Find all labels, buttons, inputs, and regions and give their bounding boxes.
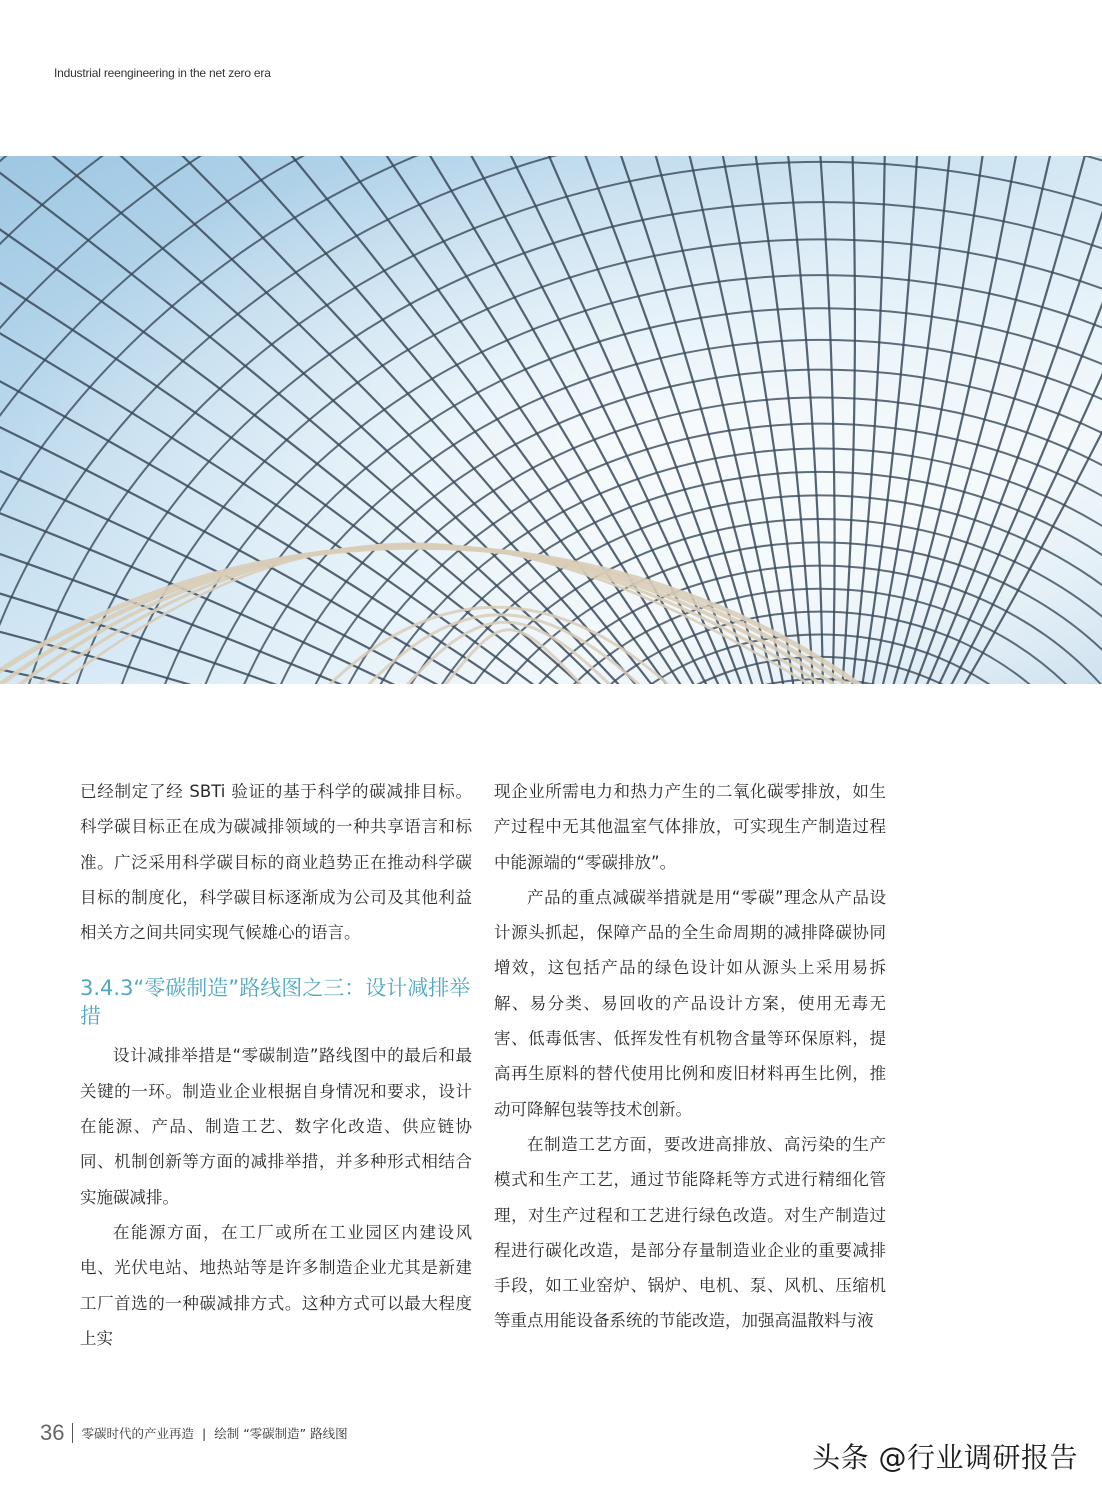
paragraph: 在能源方面，在工厂或所在工业园区内建设风电、光伏电站、地热站等是许多制造企业尤其是新建工厂首选的一种碳减排方式。这种方式可以最大程度上实 xyxy=(80,1222,472,1348)
hero-image xyxy=(0,156,1102,684)
footer-title: 零碳时代的产业再造 xyxy=(81,1426,194,1441)
paragraph: 产品的重点减碳举措就是用“零碳”理念从产品设计源头抓起，保障产品的全生命周期的减排降碳协同增效，这包括产品的绿色设计如从源头上采用易拆解、易分类、易回收的产品设计方案，使用无毒无害、低毒低害、低挥发性有机物含量等环保原料，提高再生原料的替代使用比例和废旧材料再生比例，推动可降解包装等技术创新。 xyxy=(494,887,886,1119)
page-footer xyxy=(40,1420,348,1446)
section-heading: 3.4.3“零碳制造”路线图之三：设计减排举措 xyxy=(80,976,471,1029)
paragraph: 在制造工艺方面，要改进高排放、高污染的生产模式和生产工艺，通过节能降耗等方式进行精细化管理，对生产过程和工艺进行绿色改造。对生产制造过程进行碳化改造，是部分存量制造业企业的重要减排手段，如工业窑炉、锅炉、电机、泵、风机、压缩机等重点用能设备系统的节能改造，加强高温散料与液 xyxy=(494,1134,886,1331)
left-column xyxy=(80,774,472,1356)
footer-divider xyxy=(72,1423,73,1443)
paragraph: 已经制定了经 SBTi 验证的基于科学的碳减排目标。科学碳目标正在成为碳减排领域的一种共享语言和标准。广泛采用科学碳目标的商业趋势正在推动科学碳目标的制度化，科学碳目标逐渐成为公司及其他利益相关方之间共同实现气候雄心的语言。 xyxy=(80,782,472,943)
page-number: 36 xyxy=(40,1420,65,1445)
right-column xyxy=(494,774,886,1339)
running-header: Industrial reengineering in the net zero era xyxy=(54,66,271,80)
paragraph: 设计减排举措是“零碳制造”路线图中的最后和最关键的一环。制造业企业根据自身情况和要求，设计在能源、产品、制造工艺、数字化改造、供应链协同、机制创新等方面的减排举措，并多种形式相结合实施碳减排。 xyxy=(80,1046,472,1207)
watermark: 头条 @行业调研报告 xyxy=(812,1441,1078,1474)
footer-separator: | xyxy=(202,1425,207,1441)
footer-section: 绘制 “零碳制造” 路线图 xyxy=(214,1426,348,1441)
paragraph: 现企业所需电力和热力产生的二氧化碳零排放，如生产过程中无其他温室气体排放，可实现生产制造过程中能源端的“零碳排放”。 xyxy=(494,782,886,872)
dome-ceiling-photo xyxy=(0,156,1102,684)
